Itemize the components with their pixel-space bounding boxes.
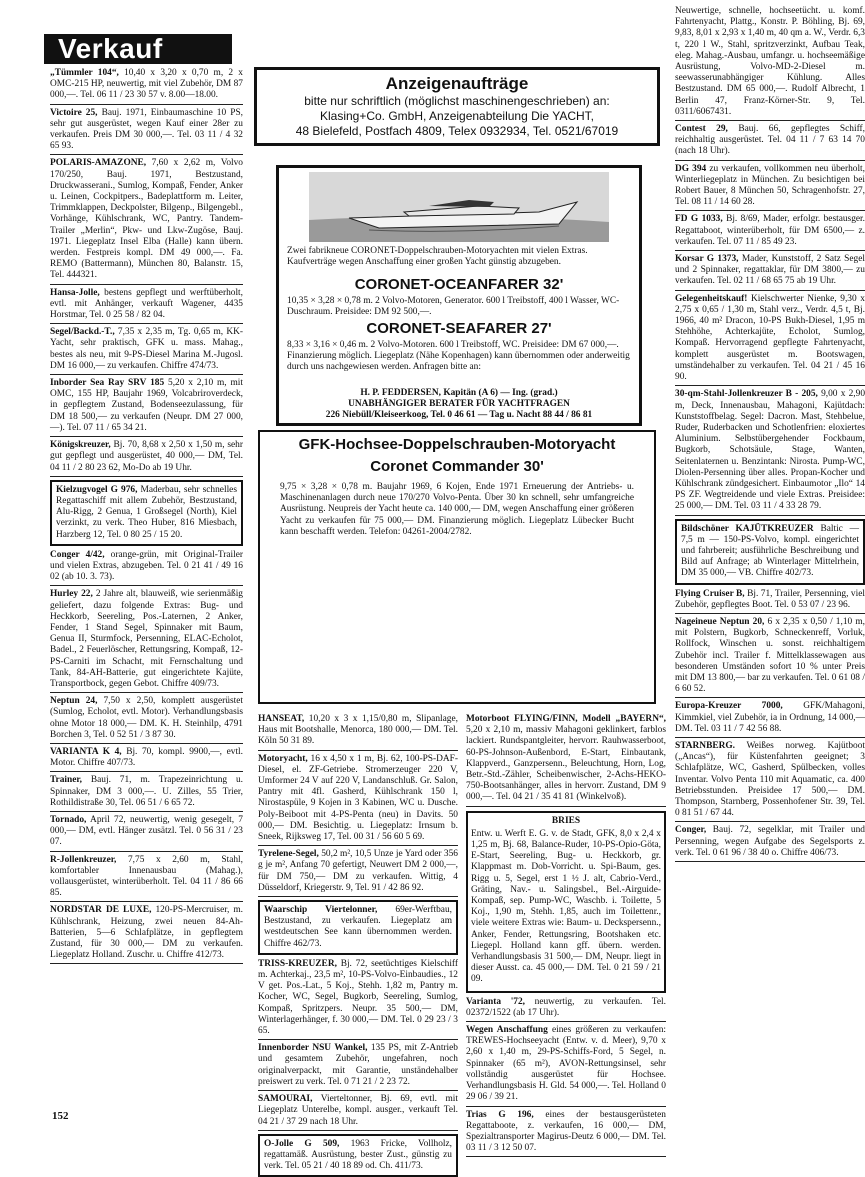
ad-heading: Tornado,: [50, 814, 87, 825]
classified-ad: [675, 701, 865, 738]
ad-text: [258, 1043, 458, 1088]
ad-heading: HANSEAT,: [258, 714, 305, 724]
ad-body: 120-PS-Mercruiser, m. Kühlschrank, Heizung, zwei neuen 84-Ah-Batterien, 5—6 Schlafplätze, in gepflegtem Zustand, für 30 000,— DM zu verkaufen. Liegeplatz Holland. Zuschr. u. Chiffre 412/73.: [50, 905, 244, 961]
dealer-line1: H. P. FEDDERSEN, Kapitän (A 6) — Ing. (grad.): [360, 388, 558, 398]
classified-ad: [675, 617, 865, 698]
classified-ad: [258, 1094, 458, 1131]
bries-ad: [466, 811, 666, 993]
commander-ad: [258, 430, 656, 704]
divider: [50, 692, 243, 693]
ad-body: 7,75 x 2,60 m, Stahl, komfortabler Innenausbau (Mahag.), vollausgerüstet, winterüberholt. Tel. 04 11 / 86 66 85.: [50, 854, 243, 899]
ad-heading: Motorboot FLYING/FINN, Modell „BAYERN“,: [466, 714, 666, 724]
classified-ad: [50, 378, 243, 437]
ad-heading: Victoire 25,: [50, 107, 98, 118]
classified-ad: [675, 254, 865, 291]
classified-ad: [50, 747, 243, 772]
ad-heading: Trias G 196,: [466, 1109, 534, 1120]
ad-body: Bauj. 1971, Einbaumaschine 10 PS, sehr gut ausgerüstet, wegen Kauf einer 28er zu verkaufen. Preis DM 30 000,—. Tel. 03 11 / 4 32 65 93.: [50, 107, 244, 152]
classified-ad: [466, 714, 666, 807]
divider: [50, 771, 243, 772]
divider: [258, 750, 458, 751]
ad-text: [50, 440, 243, 474]
ad-heading: Waarschip Viertelonner,: [264, 905, 378, 916]
ad-heading: Trainer,: [50, 775, 83, 786]
ad-heading: Korsar G 1373,: [675, 254, 739, 265]
classified-ad: [675, 6, 865, 121]
classified-ad: [50, 440, 243, 477]
ad-text: [50, 775, 243, 809]
ad-text: [675, 124, 865, 158]
bries-title: BRIES: [551, 815, 581, 826]
ad-body: eines größeren zu verkaufen: TREWES-Hochseeyacht (Entw. v. d. Meer), 9,70 x 2,60 x 1,40 m, 29-PS-Schiffs-Ford, 5 Segel, n. Spinnaker (65 m²), AVON-Rettungsinsel, sehr vollständig ausgerüstet für Hochsee. Verhandlungsbasis H. Gld. 54 000,—. Tel. Holland 0 29 06 / 39 21.: [466, 1025, 666, 1103]
ad-heading: TRISS-KREUZER,: [258, 958, 337, 969]
ad-text: [675, 294, 865, 384]
ad-text: [50, 747, 243, 769]
commander-text: 9,75 × 3,28 × 0,78 m. Baujahr 1969, 6 Kojen, Ende 1971 Erneuerung der Antriebs- u. Maschinenanlagen durch neue 170/270 Volvo-Penta. Über 30 kn schnell, sehr umfangreiche Ausrüstung. Neupreis der Yacht heute ca. 140 000,— DM, wegen Anschaffung einer größeren Yacht zu verkaufen für 75 000,— DM. Finanzierung möglich. Liegeplatz Lübecker Bucht kann beschafft werden. Telefon: 04261-2004/2782.: [280, 482, 634, 537]
model1-name: CORONET-OCEANFARER 32': [354, 276, 564, 293]
ad-body: 50,2 m², 10,5 Unze je Yard oder 356 g je m², Anfang 70 gefertigt, Neuwert DM 2 000,—, für DM 750,— DM zu verkaufen. Wittig, 4 Düsseldorf, Kriegerstr. 9, Tel. 91 / 42 86 92.: [258, 849, 458, 893]
ad-text: [675, 701, 865, 735]
ad-heading: Nageineue Neptun 20,: [675, 616, 765, 627]
classified-ad: [675, 741, 865, 822]
divider: [675, 385, 865, 386]
ad-body: Mader, Kunststoff, 2 Satz Segel und 2 Spinnaker, regattaklar, für DM 3800,— zu verkaufen. Tel. 02 11 / 68 65 75 ab 19 Uhr.: [675, 254, 865, 287]
ad-text: [681, 524, 859, 580]
ad-body: 2 Jahre alt, blauweiß, wie serienmäßig geliefert, dazu folgende Extras: Bug- und Heckkorb, Seereling, Pos.-Laternen, 2 Anker, Fender, 1 Stand Segel, Spinnaker mit Baum, Genua II, Sturmfock, Persenning, ELAC-Echolot, Badel., 2 Feuerlöscher, Rettungsring, Kompaß, 12-PS-Carniti im Schacht, mit Fernschaltung und Tank, 84-AH-Batterie, gut eingerichtete Kajüte, Transportbock, gegen Gebot. Chiffre 409/73.: [50, 589, 243, 689]
divider: [50, 963, 243, 964]
ad-heading: Kielzugvogel G 976,: [56, 484, 138, 495]
classified-ad: [258, 754, 458, 847]
commander-title1: GFK-Hochsee-Doppelschrauben-Motoryacht: [298, 436, 616, 453]
ad-heading: DG 394: [675, 163, 707, 174]
yacht-image: [309, 172, 609, 242]
classified-ad: [258, 1043, 458, 1091]
ad-text: [50, 905, 243, 961]
ad-body: bestens gepflegt und werftüberholt, evtl. mit Anhänger, verkauft Wagener, 4435 Horstmar, Tel. 0 25 58 / 82 04.: [50, 287, 243, 321]
ad-heading: Königskreuzer,: [50, 440, 111, 451]
divider: [258, 896, 458, 897]
dealer-line3: 226 Niebüll/Kleiseerkoog, Tel. 0 46 61 — Tag u. Nacht 88 44 / 86 81: [325, 410, 593, 420]
ad-heading: Conger 4/42,: [50, 549, 105, 560]
divider: [675, 515, 865, 516]
ad-body: 135 PS, mit Z-Antrieb und gesamtem Zubehör, ungefahren, noch originalverpackt, mit Garantie, unständehalber preiswert zu verk. Tel. 0 71 21 / 2 23 72.: [258, 1043, 458, 1087]
ad-heading: Europa-Kreuzer 7000,: [675, 701, 783, 712]
anzeigen-box: [254, 67, 660, 146]
divider: [50, 851, 243, 852]
classified-ad: [466, 997, 666, 1019]
bries-text: Entw. u. Werft E. G. v. de Stadt, GFK, 8,0 x 2,4 x 1,25 m, Bj. 68, Balance-Ruder, 10-PS-Opio-Göta, E-Start, Seereling, Bug- u. Heckkorb, gr. Klappmast m. Dob-Vorricht. u. Spi-Baum, ges. Rigg u. 5, Segel, erst 1 ½ J. alt, Cabrio-Verd., Gräting, Nav.- u. Salingsbel., Bel.-Airguide-Kompaß, sep. Pump-WC, Waschb. i. Toilette, 5 Koj., 1,90 m, Stehh. 1,85, auch im Toilettenr., viele weitere Extras wie: Baum- u. Deckspersenn., Anker, Fender, Rettungsring, Bootshaken etc. Liegepl. Holland kann gff. übern. werden. Verhandlungsbasis 31 500,— DM, Neupr. liegt in dieser Ausst. ca. 45 000,— DM. Tel. 0 21 59 / 21 09.: [471, 828, 661, 985]
divider: [50, 901, 243, 902]
ad-body: 10,20 x 3 x 1,15/0,80 m, Slipanlage, Haus mit Bootshalle, Menorca, 180 000,— DM. Tel. Köln 50 31 89.: [258, 714, 458, 747]
divider: [675, 290, 865, 291]
classified-ad: [50, 68, 243, 105]
model2-name: CORONET-SEAFARER 27': [366, 320, 552, 337]
divider: [50, 323, 243, 324]
ad-body: Baltic — 7,5 m — 150-PS-Volvo, kompl. eingerichtet und fahrbereit; ausführliche Beschreibung und Bild auf Anfrage; ab Winterlager Mittelrhein, DM 35 000,— VB. Chiffre 402/73.: [681, 523, 859, 579]
ad-text: [50, 550, 243, 584]
divider: [258, 1039, 458, 1040]
ad-heading: VARIANTA K 4,: [50, 746, 122, 757]
classified-ad: [675, 294, 865, 387]
ad-column-b: [466, 714, 666, 1154]
divider: [258, 1090, 458, 1091]
ad-body: 7,35 x 2,35 m, Tg. 0,65 m, KK-Yacht, sehr praktisch, GFK u. mass. Mahag., bestes als neu, mit 9-PS-Diesel Marina M.-Jugosl. DM 16 000,— zu verkaufen. Chiffre 474/73.: [50, 327, 243, 371]
classified-ad: [258, 714, 458, 751]
ad-body: 6 x 2,35 x 0,50 / 1,10 m, mit Polstern, Bugkorb, Schneckenreff, Vorluk, Rollfock, Winschen u. sonst. reichhaltigem Zubehör incl. Trailer f. Mittelklassewagen aus besonderen Umständen sofort 10 % unter Preis mit DM 13 800,— bar zu verkaufen. Tel. 0 61 08 / 6 60 52.: [675, 616, 865, 695]
yacht-photo: [309, 172, 609, 242]
ad-text: [264, 1139, 452, 1173]
ad-body: Bj. 70, 8,68 x 2,50 x 1,50 m, sehr gut gepflegt und ausgerüstet, 40 000,— DM, Tel. 04 11 / 2 80 23 62, Mo-Do ab 19 Uhr.: [50, 440, 243, 473]
ad-text: [50, 327, 243, 372]
classified-ad: [50, 815, 243, 852]
dealer-info: [279, 388, 639, 421]
ad-heading: Conger,: [675, 825, 707, 836]
ad-heading: Varianta '72,: [466, 996, 526, 1007]
ad-body: Bj. 71, Trailer, Persenning, viel Zubehör, gepflegtes Boot. Tel. 0 53 07 / 23 96.: [675, 588, 865, 610]
page-number: 152: [52, 1110, 69, 1122]
divider: [50, 743, 243, 744]
divider: [50, 104, 243, 105]
classified-ad: [50, 288, 243, 325]
ad-heading: Gelegenheitskauf!: [675, 293, 748, 304]
classified-ad: [675, 164, 865, 212]
ad-heading: 30-qm-Stahl-Jollenkreuzer B - 205,: [675, 389, 818, 400]
ad-body: Vierteltonner, Bj. 69, evtl. mit Liegeplatz Unterelbe, kompl. ausger., verkauft Tel. 04 21 / 37 29 nach 18 Uhr.: [258, 1094, 458, 1127]
ad-body: Bauj. 71, m. Trapezeinrichtung u. Spinnaker, DM 3 000,—. U. Zilles, 55 Trier, Rothildistraße 30, Tel. 06 51 / 6 65 72.: [50, 775, 243, 808]
classified-ad: [50, 905, 243, 964]
classified-ad: [675, 389, 865, 515]
classified-ad: [50, 589, 243, 693]
ad-column-3: [675, 6, 865, 1116]
ad-heading: „Tümmler 104“,: [50, 68, 119, 78]
divider: [466, 1106, 666, 1107]
ad-text: [258, 714, 458, 748]
classified-ad: [675, 519, 865, 585]
ad-heading: SAMOURAI,: [258, 1094, 313, 1105]
ad-heading: Motoryacht,: [258, 753, 308, 764]
ad-heading: Innenborder NSU Wankel,: [258, 1043, 368, 1054]
classified-ad: [675, 589, 865, 614]
divider: [466, 806, 666, 807]
divider: [50, 284, 243, 285]
commander-title2: Coronet Commander 30': [370, 458, 544, 475]
ad-body: 69er-Werftbau, Bestzustand, zu verkaufen. Liegeplatz am westdeutschen See kann übernommen werden. Chiffre 462/73.: [264, 905, 452, 949]
divider: [258, 1130, 458, 1131]
ad-text: [675, 741, 865, 819]
ad-heading: Tyrelene-Segel,: [258, 849, 319, 860]
ad-text: [50, 158, 243, 281]
ad-heading: Hansa-Jolle,: [50, 287, 100, 298]
classified-ad: [50, 550, 243, 587]
ad-text: [50, 855, 243, 900]
anzeigen-line3: 48 Bielefeld, Postfach 4809, Telex 0932934, Tel. 0521/67019: [295, 124, 619, 138]
ad-heading: Wegen Anschaffung: [466, 1025, 548, 1036]
divider: [50, 811, 243, 812]
anzeigen-line1: bitte nur schriftlich (möglichst maschinengeschrieben) an:: [304, 94, 610, 108]
ad-body: 1963 Fricke, Vollholz, regattamäß. Ausrüstung, bester Zust., günstig zu verk. Tel. 05 21 / 40 18 89 od. Ch. 411/73.: [264, 1138, 452, 1172]
ad-heading: Contest 29,: [675, 124, 728, 135]
classified-ad: [50, 327, 243, 375]
classified-ad: [50, 158, 243, 284]
ad-body: 9,00 x 2,90 m, Deck, Innenausbau, Mahagoni, Kajütdach: Kunststoffbelag. Segel: Dacron. Mast, Stehbelue, Ruder, Ruderbacken und Schotlenfrien: eloxiertes Aluminium. Selbstübergehender Fockbaum, Bugkorb, Schotsäule, Stage, Wanten, Seitenlaternen u. Benzintank: Nirosta. Pump-WC, Diolen-Persenning über alles. Propan-Kocher und Kühlschrank zündgesichert. Einbaumotor „Ilo“ 14 PS ZF. Wegtreidende und viele Extras. Preisidee: 25 000,— DM. Tel. 03 11 / 4 33 28 79.: [675, 389, 865, 512]
divider: [675, 861, 865, 862]
ad-heading: O-Jolle G 509,: [264, 1138, 340, 1149]
coronet-caption: Zwei fabrikneue CORONET-Doppelschrauben-Motoryachten mit vielen Extras. Kaufverträge wegen Anschaffung einer großen Yacht günstig abzugeben.: [287, 246, 588, 267]
divider: [675, 697, 865, 698]
divider: [675, 737, 865, 738]
ad-text: [466, 714, 666, 804]
classified-ad: [50, 775, 243, 812]
dealer-line2: UNABHÄNGIGER BERATER FÜR YACHTFRAGEN: [348, 399, 570, 409]
ad-body: 5,20 x 2,10 m, mit OMC, 155 HP, Baujahr 1969, Volcabriroverdeck, in gepflegtem Zustand, Bodenseezulassung, für DM 18 500,— zu verkaufen (Neupr. DM 27 000,—). Tel. 07 11 / 65 34 21.: [50, 378, 243, 433]
ad-text: [675, 617, 865, 695]
divider: [675, 160, 865, 161]
classified-ad: [50, 108, 243, 156]
anzeigen-title: Anzeigenaufträge: [385, 74, 529, 93]
ad-body: 5,20 x 2,10 m, massiv Mahagoni geklinkert, farblos lackiert. Rundspantgleiter, hervorr. Rauhwasserboot, 60-PS-Johnson-Außenbord, E-Start, Einbautank, Klappverd., Ganzpersenn., Beleuchtung, Horn, Log, Betr.-Std.-Zähler, Scheibenwischer, 2-Achs-HEKO-750-Bootsanhänger, alles in hervorr. Zustand, DM 9 000,—. Tel. 04 21 / 35 41 81 (Winkelvoß).: [466, 725, 666, 803]
ad-text: [258, 1094, 458, 1128]
ad-body: Neuwertige, schnelle, hochseetücht. u. komf. Fahrtenyacht, Plattg., Konstr. P. Böhling, Bj. 69, 9,83, 8,01 x 2,93 x 1,40 m, 40 qm a. W., Verdr. 6,3 t, 220 l W., Stahl, spritzverzinkt, Aufbau Teak, eleg. Mahag.-Ausbau, umfangr. u. hochseemäßige Ausrüstung, Volvo-MD-2-Diesel m. seewasserunabhängiger Kühlung. Alles Bestzustand. DM 65 000,—. Rudolf Albrecht, 1 Berlin 47, Franz-Körner-Str. 9, Tel. 0311/6067431.: [675, 6, 865, 117]
ad-heading: R-Jollenkreuzer,: [50, 854, 117, 865]
ad-body: Bauj. 66, gepflegtes Schiff, reichhaltig ausgerüstet. Tel. 04 11 / 7 63 14 70 (nach 18 Uhr).: [675, 124, 865, 157]
ad-column-1: [50, 68, 243, 1108]
classified-ad: [258, 849, 458, 897]
ad-body: orange-grün, mit Original-Trailer und vielen Extras, abzugeben. Tel. 0 21 41 / 49 16 02 (ab 10. 3. 73).: [50, 549, 243, 583]
classified-ad: [258, 1134, 458, 1177]
anzeigen-line2: Klasing+Co. GmbH, Anzeigenabteilung Die YACHT,: [319, 109, 595, 123]
ad-text: [258, 849, 458, 894]
divider: [466, 1156, 666, 1157]
section-title: Verkauf: [58, 33, 163, 64]
ad-heading: STARNBERG.: [675, 740, 735, 751]
ad-text: [675, 825, 865, 859]
coronet-ad: [276, 165, 642, 426]
divider: [675, 250, 865, 251]
ad-heading: FD G 1033,: [675, 214, 723, 225]
ad-heading: Flying Cruiser B,: [675, 588, 745, 599]
ad-heading: Inborder Sea Ray SRV 185: [50, 378, 165, 389]
divider: [466, 1021, 666, 1022]
section-header: [44, 34, 232, 64]
ad-body: 10,40 x 3,20 x 0,70 m, 2 x OMC-215 HP, neuwertig, mit viel Zubehör, DM 87 000,—. Tel. 06 11 / 23 30 57 v. 8.00—18.00.: [50, 68, 243, 101]
ad-body: Bj. 72, seetüchtiges Kielschiff m. Achterkaj., 23,5 m², 10-PS-Volvo-Einbaudies., 12 V get. Pos.-Lat., 5 Koj., Stehh. 1,82 m, Pantry m. Kocher, WC, Segel, Bugkorb, Seereling, Sumlog, Kompaß, Spritzpers. Neupr. 35 500,— DM, Winterlagerhänger, f. 30 000,— DM. Tel. 0 29 23 / 3 65.: [258, 958, 458, 1037]
ad-text: [264, 905, 452, 950]
classified-ad: [50, 696, 243, 744]
divider: [258, 845, 458, 846]
divider: [675, 821, 865, 822]
classified-ad: [675, 214, 865, 251]
ad-text: [50, 108, 243, 153]
classified-ad: [675, 825, 865, 862]
ad-heading: Segel/Backd.-T.,: [50, 327, 115, 338]
divider: [675, 210, 865, 211]
ad-body: neuwertig, zu verkaufen. Tel. 02372/1522 (ab 17 Uhr).: [466, 996, 666, 1018]
ad-text: [675, 6, 865, 118]
ad-body: GFK/Mahagoni, Kimmkiel, viel Zubehör, ia in Ordnung, 14 000,— DM. Tel. 03 11 / 7 42 56 88.: [675, 701, 865, 734]
ad-body: 7,60 x 2,62 m, Volvo 170/250, Bauj. 1971, Bestzustand, Druckwasserani., Sumlog, Kompaß, Fender, Anker u. Leinen, Cockpitpers., Badeplattform m. Leiter, Trimmklappen, Deckpolster, Bilgenp., Bilgengebl., Vorhänge, Kühlschrank, WC, Pantry. Tandem-Trailer „Merlin“, Pkw- und Lkw-Zugöse, Bauj. 1971. Liegeplatz Insel Elba (Halle) kann übern. werden. Festpreis kompl. DM 49 000,—. Fa. REMO (Battermann), München 80, Balanstr. 15, Tel. 444321.: [50, 158, 243, 281]
classified-ad: [258, 900, 458, 955]
ad-heading: Neptun 24,: [50, 696, 98, 707]
divider: [50, 154, 243, 155]
divider: [50, 436, 243, 437]
divider: [675, 613, 865, 614]
ad-text: [50, 696, 243, 741]
ad-body: Bj. 8/69, Mader, erfolgr. bestausger. Regattaboot, winterüberholt, für DM 6500,— z. verkaufen. Tel. 07 11 / 85 49 23.: [675, 214, 865, 247]
model1-desc: 10,35 × 3,28 × 0,78 m. 2 Volvo-Motoren, Generator. 600 l Treibstoff, 400 l Wasser, WC-Duschraum. Preisidee: DM 92 500,—.: [287, 296, 620, 317]
ad-column-a: [258, 714, 458, 1172]
ad-heading: Bildschöner KAJÜTKREUZER: [681, 523, 814, 534]
divider: [675, 120, 865, 121]
ad-text: [675, 254, 865, 288]
ad-body: 7,50 x 2,50, komplett ausgerüstet (Sumlog, Echolot, evtl. Motor). Verhandlungsbasis ohne Motor 18 000,— DM. K. H. Steinhilp, 4791 Borchen 3, Tel. 0 52 51 / 3 87 30.: [50, 696, 243, 740]
ad-body: Maderbau, sehr schnelles Regattaschiff mit allem Zubehör, Bestzustand, Alu-Rigg, 2 Genua, 1 Großsegel (North), Kiel verzinkt, zu verk. Theo Huber, 816 Miesbach, Harzberg 12, Tel. 0 80 25 / 15 20.: [56, 484, 237, 540]
classified-ad: [258, 959, 458, 1040]
ad-text: [675, 214, 865, 248]
ad-body: zu verkaufen, vollkommen neu überholt, Winterliegeplatz in München. Zu besichtigen bei Robert Bauer, 8 München 50, Schragenhofstr. 27, Tel. 08 11 / 14 60 28.: [675, 163, 865, 208]
classified-ad: [466, 1110, 666, 1155]
ad-body: Kielschwerter Nienke, 9,30 x 2,75 x 0,65 / 1,30 m, Stahl verz., Verdr. 4,5 t, Bj. 1966, 40 m² Dracon, 10-PS Bukh-Diesel, 1,95 m Stehhöhe, Achterkajüte, Echolot, Sumlog, Kompaß. Hervorragend gepflegte Fahrtenyacht, komplett ausgerüstet m. Bootswagen, umständehalber zu verkaufen. Tel. 04 21 / 45 16 90.: [675, 293, 865, 383]
ad-body: 16 x 4,50 x 1 m, Bj. 62, 100-PS-DAF-Diesel, el. ZF-Getriebe. Stromerzeuger 220 V, Umformer 24 V auf 220 V, Landanschluß. Gr. Salon, Pantry mit 4fl. Gasherd, Kühlschrank 150 l, Nirostaspüle, 9 Kojen in 3 Kabinen, WC u. Dusche. Poly-Beiboot mit 4-PS-Penta (neu) in Davits. 50 000,— DM. Besichtig. u. Liegeplatz: Irnsum b. Sneek, Rijksweg 17, Tel. 00 31 / 56 60 5 69.: [258, 753, 458, 843]
ad-body: eines der bestausgerüsteten Regattaboote, z. verkaufen, 16 000,— DM, Spezialtransporter Magirus-Deutz 6 000,— DM. Tel. 03 11 / 3 12 50 07.: [466, 1109, 666, 1154]
ad-heading: NORDSTAR DE LUXE,: [50, 905, 152, 916]
ad-body: April 72, neuwertig, wenig gesegelt, 7 000,— DM, evtl. Hänger zusätzl. Tel. 0 56 31 / 23 07.: [50, 814, 243, 848]
ad-text: [675, 164, 865, 209]
ad-text: [56, 485, 237, 541]
ad-body: Bauj. 72, segelklar, mit Trailer und Persenning, wegen Aufgabe des Segelsports z. verk. Tel. 0 61 96 / 38 40 o. Chiffre 406/73.: [675, 825, 865, 858]
classified-ad: [50, 480, 243, 546]
ad-heading: Hurley 22,: [50, 589, 93, 600]
ad-text: [675, 389, 865, 512]
divider: [50, 374, 243, 375]
model2-desc: 8,33 × 3,16 × 0,46 m. 2 Volvo-Motoren. 600 l Treibstoff, WC. Preisidee: DM 67 000,—. Finanzierung möglich. Liegeplatz (Nähe Kopenhagen) kann übernommen oder anderweitig durch uns nachgewiesen werden. Anfragen bitte an:: [287, 340, 630, 372]
ad-text: [675, 589, 865, 611]
ad-text: [50, 589, 243, 690]
ad-text: [50, 815, 243, 849]
divider: [50, 585, 243, 586]
ad-heading: POLARIS-AMAZONE,: [50, 158, 147, 169]
ad-text: [258, 754, 458, 844]
ad-body: Weißes norweg. Kajütboot („Ancas“), für Küstenfahrten geeignet; 3 Schlafplätze, WC, Gasherd, Spülbecken, volles Inventar. Volvo Penta 110 mit Aquamatic, ca. 400 Betriebsstunden. Preisidee 17 500,— DM. Thompson, Starnberg, Possenhofener Str. 39, Tel. 0 81 51 / 67 44.: [675, 740, 865, 819]
ad-text: [50, 288, 243, 322]
ad-text: [50, 378, 243, 434]
classified-ad: [466, 1025, 666, 1103]
ad-text: [50, 68, 243, 102]
divider: [50, 476, 243, 477]
ad-text: [258, 959, 458, 1037]
classified-ad: [675, 124, 865, 161]
classified-ad: [50, 855, 243, 903]
ad-body: Bj. 70, kompl. 9900,—, evtl. Motor. Chiffre 407/73.: [50, 746, 244, 769]
